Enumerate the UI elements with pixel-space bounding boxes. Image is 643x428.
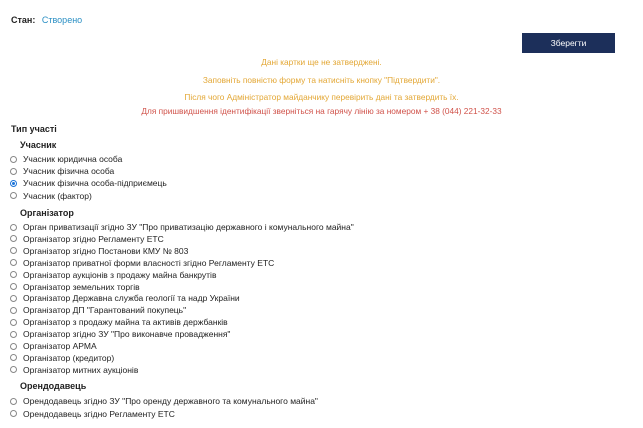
radio-button[interactable] (10, 259, 17, 266)
radio-button[interactable] (10, 168, 17, 175)
radio-option-organizer[interactable] (10, 245, 188, 257)
radio-option-organizer[interactable] (10, 352, 114, 364)
radio-option-label: Організатор згідно Регламенту ЕТС (23, 233, 164, 244)
radio-option-organizer[interactable] (10, 257, 274, 269)
radio-option-organizer[interactable] (10, 233, 164, 245)
radio-option-label: Організатор приватної форми власності згідно Регламенту ЕТС (23, 257, 275, 268)
status-label: Стан: (11, 15, 36, 25)
radio-button[interactable] (10, 247, 17, 254)
radio-option-label: Організатор (кредитор) (23, 352, 115, 363)
radio-option-label: Орендодавець згідно ЗУ "Про оренду державного та комунального майна" (23, 396, 318, 406)
radio-option-label: Організатор земельних торгів (23, 281, 140, 292)
radio-option-label: Орган приватизації згідно ЗУ "Про приватизацію державного і комунального майна" (23, 222, 354, 232)
radio-option-label: Організатор АРМА (23, 341, 97, 351)
radio-option-organizer[interactable] (10, 340, 97, 352)
radio-option-label: Організатор Державна служба геології та надр України (23, 293, 240, 304)
radio-option-label: Учасник юридична особа (23, 154, 123, 164)
radio-option-label: Орендодавець згідно Регламенту ЕТС (23, 408, 175, 419)
radio-option-label: Організатор ДП "Гарантований покупець" (23, 305, 187, 316)
radio-button[interactable] (10, 271, 17, 278)
radio-option-label: Учасник фізична особа-підприємець (23, 178, 167, 189)
radio-button[interactable] (10, 343, 17, 350)
radio-option-organizer[interactable] (10, 221, 354, 233)
radio-option-lessor[interactable] (10, 395, 318, 407)
radio-button[interactable] (10, 410, 17, 417)
status-value: Створено (41, 15, 83, 25)
radio-option-organizer[interactable] (10, 328, 230, 340)
radio-option-label: Учасник фізична особа (23, 166, 115, 177)
radio-button[interactable] (10, 295, 17, 302)
radio-option-lessor[interactable] (10, 408, 175, 420)
radio-option-label: Організатор згідно Постанови КМУ № 803 (23, 245, 189, 256)
radio-option-organizer[interactable] (10, 364, 138, 376)
radio-button[interactable] (10, 235, 17, 242)
status-row (11, 15, 82, 25)
group-title-organizer: Організатор (20, 208, 74, 218)
radio-option-organizer[interactable] (10, 316, 228, 328)
radio-button[interactable] (10, 224, 17, 231)
radio-button[interactable] (10, 307, 17, 314)
radio-button[interactable] (10, 398, 17, 405)
save-button[interactable]: Зберегти (522, 33, 615, 53)
notice-hotline: Для пришвидшення ідентифікації зверніться на гарячу лінію за номером + 38 (044) 221-32-33 (141, 106, 502, 116)
radio-button[interactable] (10, 319, 17, 326)
radio-option-participant[interactable] (10, 153, 122, 165)
radio-option-label: Учасник (фактор) (23, 190, 92, 201)
radio-button[interactable] (10, 283, 17, 290)
radio-option-participant[interactable] (10, 190, 92, 202)
participant-type-title: Тип участі (11, 124, 57, 134)
radio-button[interactable] (10, 331, 17, 338)
radio-button[interactable] (10, 366, 17, 373)
group-title-participant: Учасник (20, 140, 57, 150)
radio-button[interactable] (10, 192, 17, 199)
radio-option-organizer[interactable] (10, 269, 216, 281)
notice-not-approved: Дані картки ще не затверджені. (261, 57, 382, 67)
radio-button[interactable] (10, 156, 17, 163)
group-title-lessor: Орендодавець (20, 381, 87, 391)
notice-admin-check: Після чого Адміністратор майданчику перевірить дані та затвердить їх. (184, 92, 459, 102)
radio-option-label: Організатор митних аукціонів (23, 364, 139, 375)
radio-button[interactable] (10, 180, 17, 187)
radio-option-participant[interactable] (10, 177, 167, 189)
radio-option-participant[interactable] (10, 165, 114, 177)
radio-option-organizer[interactable] (10, 304, 186, 316)
radio-option-organizer[interactable] (10, 292, 240, 304)
radio-option-label: Організатор аукціонів з продажу майна банкрутів (23, 269, 217, 280)
notice-fill-form: Заповніть повністю форму та натисніть кнопку "Підтвердити". (202, 75, 441, 85)
radio-option-label: Організатор згідно ЗУ "Про виконавче провадження" (23, 329, 231, 340)
radio-option-organizer[interactable] (10, 281, 140, 293)
radio-button[interactable] (10, 354, 17, 361)
radio-option-label: Організатор з продажу майна та активів держбанків (23, 317, 228, 328)
